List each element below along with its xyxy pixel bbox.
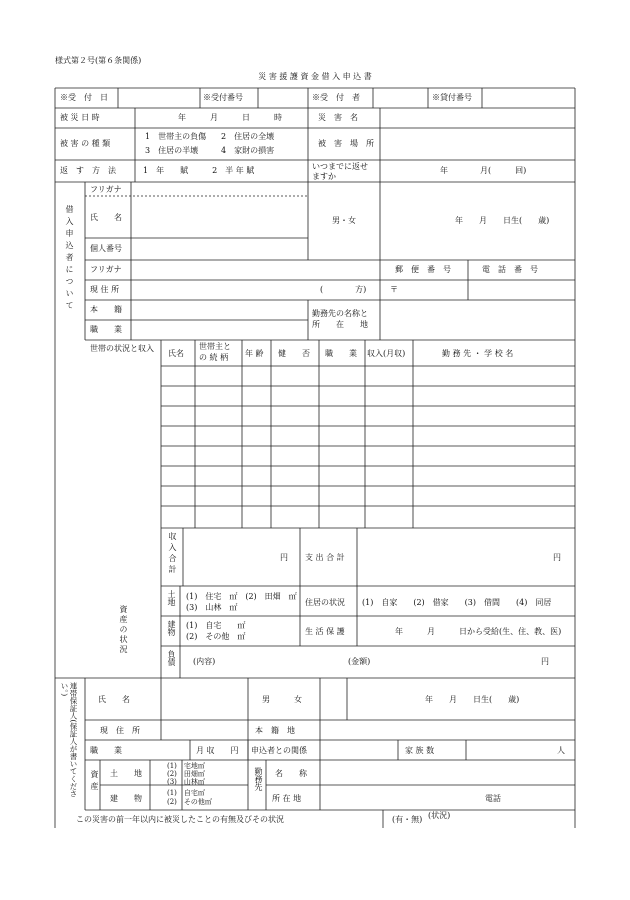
guarantor-building-2[interactable]: (2) その他㎡ bbox=[167, 798, 212, 806]
expense-total-label: 支 出 合 計 bbox=[305, 553, 345, 562]
applicant-gender[interactable]: 男・女 bbox=[332, 216, 356, 225]
personal-number-label: 個人番号 bbox=[90, 244, 122, 253]
guarantor-assets-label: 資産 bbox=[90, 770, 99, 794]
form-title: 災 害 援 護 資 金 借 入 申 込 書 bbox=[258, 72, 372, 81]
household-col-workplace: 勤 務 先 ・ 学 校 名 bbox=[442, 349, 514, 358]
postal-code-label: 郵 便 番 号 bbox=[395, 265, 451, 274]
assets-land-2[interactable]: (3) 山林 ㎡ bbox=[186, 603, 238, 612]
guarantor-occupation-label: 職 業 bbox=[90, 746, 122, 755]
guarantor-gender[interactable]: 男 女 bbox=[262, 695, 302, 704]
damage-type-4[interactable]: 4 家財の損害 bbox=[221, 146, 275, 155]
debt-amount: (金額) bbox=[348, 657, 371, 666]
household-col-income: 収入(月収) bbox=[367, 349, 406, 358]
household-col-occupation: 職 業 bbox=[325, 349, 357, 358]
guarantor-name-label: 氏 名 bbox=[98, 695, 130, 704]
domicile-label: 本 籍 bbox=[90, 305, 122, 314]
disaster-datetime-label: 被 災 日 時 bbox=[60, 113, 100, 122]
guarantor-land-2[interactable]: (2) 田畑㎡ bbox=[167, 770, 205, 778]
residence-options[interactable]: (1) 自家 (2) 借家 (3) 借間 (4) 同居 bbox=[362, 598, 552, 607]
workplace-label-2: 所 在 地 bbox=[312, 320, 368, 329]
postal-mark: 〒 bbox=[390, 285, 398, 294]
guarantor-section-label: 連帯保証人(保証人が書いてください。) bbox=[60, 682, 78, 798]
assets-land-1[interactable]: (1) 住宅 ㎡ (2) 田畑 ㎡ bbox=[186, 592, 297, 601]
guarantor-land-3[interactable]: (3) 山林㎡ bbox=[167, 778, 205, 786]
address-label: 現 住 所 bbox=[90, 285, 120, 294]
assets-building-label: 建物 bbox=[167, 620, 176, 636]
household-col-age: 年 齢 bbox=[245, 349, 264, 358]
repay-options[interactable]: 1 年 賦 2 半 年 賦 bbox=[143, 166, 255, 175]
disaster-datetime-field[interactable]: 年 月 日 時 bbox=[178, 113, 282, 122]
guarantor-persons-unit: 人 bbox=[557, 746, 565, 755]
applicant-birth[interactable]: 年 月 日生( 歳) bbox=[455, 216, 550, 225]
loan-number-label: ※貸付番号 bbox=[432, 93, 472, 102]
guarantor-family-label: 家 族 数 bbox=[405, 746, 435, 755]
assets-land-label: 土地 bbox=[167, 590, 176, 606]
guarantor-building-label: 建 物 bbox=[110, 794, 142, 803]
guarantor-building-1[interactable]: (1) 自宅㎡ bbox=[167, 789, 205, 797]
repay-until-field[interactable]: 年 月( 回) bbox=[440, 166, 527, 175]
prior-disaster-status: (状況) bbox=[428, 811, 451, 820]
damage-type-1[interactable]: 1 世帯主の負傷 bbox=[145, 132, 207, 141]
guarantor-address-label: 現 住 所 bbox=[100, 726, 140, 735]
assets-building-1[interactable]: (1) 自宅 ㎡ bbox=[186, 621, 246, 630]
workplace-label-1: 勤務先の名称と bbox=[312, 309, 368, 318]
damage-place-label: 被 害 場 所 bbox=[318, 139, 374, 148]
phone-label: 電 話 番 号 bbox=[482, 265, 538, 274]
welfare-field[interactable]: 年 月 日から受給(生、住、教、医) bbox=[395, 627, 562, 636]
applicant-section-label: 借入申込者について bbox=[65, 205, 74, 313]
debt-content: (内容) bbox=[193, 657, 216, 666]
address-paren: ( 方) bbox=[320, 285, 367, 294]
prior-disaster-yes-no[interactable]: (有・無) bbox=[392, 815, 423, 824]
household-col-health: 健 否 bbox=[278, 349, 310, 358]
repay-until-label-2: ますか bbox=[312, 172, 336, 181]
household-section-label: 世帯の状況と収入 bbox=[90, 344, 154, 353]
reception-number-label: ※受付番号 bbox=[203, 93, 243, 102]
household-col-name: 氏名 bbox=[168, 349, 184, 358]
damage-type-label: 被 害 の 種 類 bbox=[60, 139, 111, 148]
guarantor-work-address: 所 在 地 bbox=[272, 794, 302, 803]
income-total-label: 収入合計 bbox=[168, 532, 177, 576]
repay-until-label-1: いつまでに返せ bbox=[312, 162, 368, 171]
assets-section-label: 資産の状況 bbox=[119, 605, 128, 655]
assets-building-2[interactable]: (2) その他 ㎡ bbox=[186, 632, 246, 641]
guarantor-work-label: 勤務先 bbox=[254, 767, 263, 791]
repay-method-label: 返 す 方 法 bbox=[60, 166, 116, 175]
residence-label: 住居の状況 bbox=[305, 598, 345, 607]
debt-yen: 円 bbox=[541, 657, 549, 666]
prior-disaster-label: この災害の前一年以内に被災したことの有無及びその状況 bbox=[76, 815, 284, 824]
expense-total-yen: 円 bbox=[553, 553, 561, 562]
disaster-name-label: 災 害 名 bbox=[318, 113, 358, 122]
damage-type-3[interactable]: 3 住居の半壊 bbox=[145, 146, 199, 155]
guarantor-domicile-label: 本 籍 地 bbox=[255, 726, 295, 735]
applicant-furigana-label: フリガナ bbox=[90, 185, 122, 194]
guarantor-work-name: 名 称 bbox=[275, 769, 307, 778]
guarantor-monthly-income: 月 収 円 bbox=[196, 746, 239, 755]
damage-type-2[interactable]: 2 住居の全壊 bbox=[221, 132, 275, 141]
guarantor-land-1[interactable]: (1) 宅地㎡ bbox=[167, 762, 205, 770]
guarantor-phone-label: 電話 bbox=[485, 794, 501, 803]
reception-date-label: ※受 付 日 bbox=[60, 93, 108, 102]
applicant-name-label: 氏 名 bbox=[90, 213, 122, 222]
income-total-yen: 円 bbox=[280, 553, 288, 562]
applicant-furigana-2-label: フリガナ bbox=[90, 265, 122, 274]
guarantor-birth[interactable]: 年 月 日生( 歳) bbox=[425, 695, 520, 704]
occupation-label: 職 業 bbox=[90, 325, 122, 334]
household-col-relation-2: の 続 柄 bbox=[199, 353, 229, 362]
household-col-relation-1: 世帯主と bbox=[199, 342, 231, 351]
welfare-label: 生 活 保 護 bbox=[305, 627, 345, 636]
receiver-label: ※受 付 者 bbox=[312, 93, 360, 102]
guarantor-relation-label: 申込者との関係 bbox=[251, 746, 307, 755]
assets-debt-label: 負債 bbox=[167, 650, 176, 666]
guarantor-land-label: 土 地 bbox=[110, 769, 142, 778]
form-number: 様式第２号(第６条関係) bbox=[55, 56, 142, 65]
